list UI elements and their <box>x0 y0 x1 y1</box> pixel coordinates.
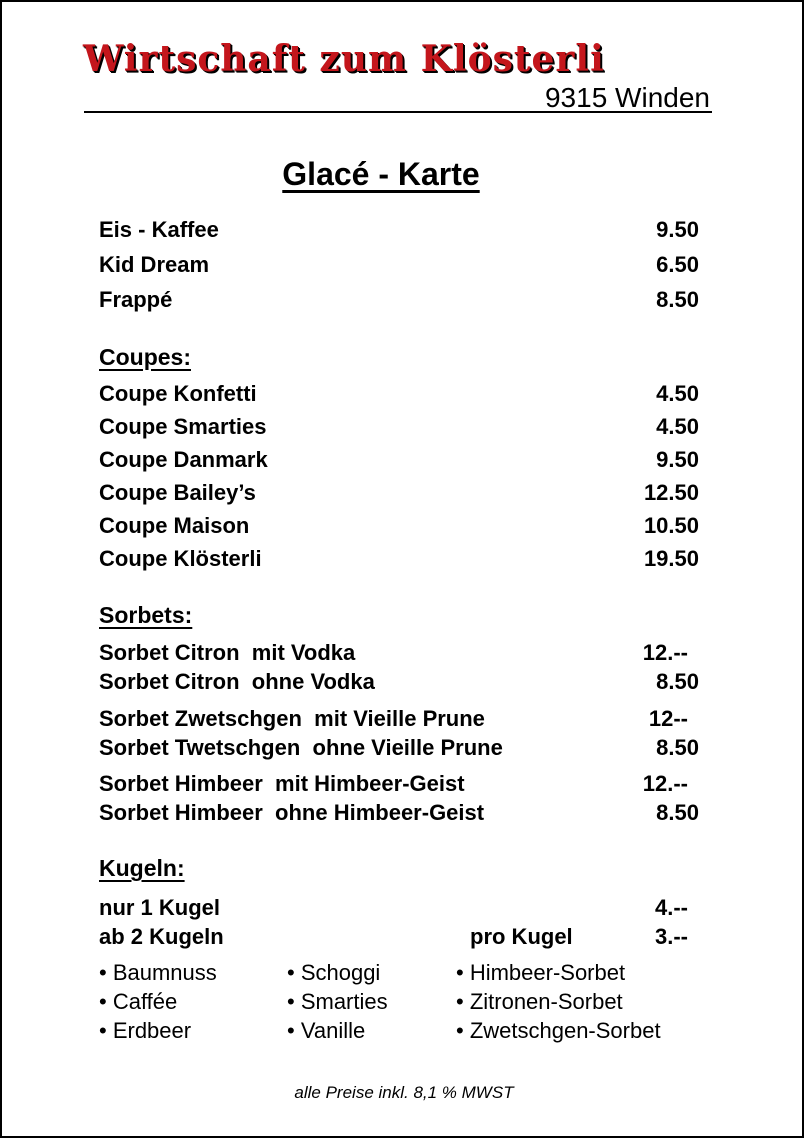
flavor-item: • Schoggi <box>287 960 381 985</box>
menu-item <box>99 544 699 574</box>
item-price: 4.50 <box>656 414 699 439</box>
item-price: 8.50 <box>656 800 699 825</box>
item-name: Frappé <box>99 287 173 312</box>
flavor-item: • Caffée <box>99 989 178 1014</box>
menu-item <box>99 893 699 923</box>
flavor-item: • Himbeer-Sorbet <box>456 960 626 985</box>
flavor-item: • Baumnuss <box>99 960 217 985</box>
item-price: 12-- <box>648 706 688 731</box>
item-name: Sorbet Twetschgen ohne Vieille Prune <box>99 735 503 760</box>
item-price: 4.-- <box>655 895 688 920</box>
item-name: nur 1 Kugel <box>99 895 221 920</box>
menu-item <box>99 667 699 697</box>
item-price: 9.50 <box>656 217 699 242</box>
header-divider <box>84 111 712 113</box>
tax-note: alle Preise inkl. 8,1 % MWST <box>294 1083 514 1102</box>
flavor-column <box>287 958 388 1045</box>
flavor-item: • Smarties <box>287 989 388 1014</box>
menu-item <box>99 285 699 315</box>
menu-item <box>99 769 699 799</box>
item-name: ab 2 Kugeln <box>99 924 224 949</box>
item-name: Sorbet Citron mit Vodka <box>99 640 356 665</box>
item-price: 8.50 <box>656 287 699 312</box>
restaurant-name: Wirtschaft zum Klösterli <box>83 38 605 80</box>
item-name: Coupe Danmark <box>99 447 268 472</box>
menu-item <box>99 379 699 409</box>
item-name: Sorbet Himbeer ohne Himbeer-Geist <box>99 800 485 825</box>
menu-item <box>99 638 699 668</box>
menu-item <box>99 798 699 828</box>
flavor-item: • Zwetschgen-Sorbet <box>456 1018 661 1043</box>
menu-item <box>99 478 699 508</box>
item-name: Eis - Kaffee <box>99 217 219 242</box>
section-heading-sorbets: Sorbets: <box>99 602 193 628</box>
item-name: Kid Dream <box>99 252 210 277</box>
item-name: Sorbet Zwetschgen mit Vieille Prune <box>99 706 485 731</box>
item-price: 8.50 <box>656 735 699 760</box>
item-price: 10.50 <box>643 513 699 538</box>
flavor-item: • Zitronen-Sorbet <box>456 989 623 1014</box>
item-name: Coupe Bailey’s <box>99 480 256 505</box>
menu-item <box>99 412 699 442</box>
menu-item <box>99 445 699 475</box>
item-price: 12.-- <box>642 771 688 796</box>
flavor-column <box>456 958 661 1045</box>
item-name: Sorbet Himbeer mit Himbeer-Geist <box>99 771 465 796</box>
section-heading-coupes: Coupes: <box>99 344 191 370</box>
item-name: Coupe Smarties <box>99 414 267 439</box>
item-price: 19.50 <box>643 546 699 571</box>
item-price: 6.50 <box>656 252 699 277</box>
item-name: Sorbet Citron ohne Vodka <box>99 669 375 694</box>
flavor-column <box>99 958 217 1045</box>
restaurant-location: 9315 Winden <box>544 82 710 113</box>
menu-title: Glacé - Karte <box>282 156 480 192</box>
item-name: Coupe Konfetti <box>99 381 257 406</box>
item-note: pro Kugel <box>470 924 573 949</box>
menu-item <box>99 733 699 763</box>
item-price: 12.-- <box>642 640 688 665</box>
menu-item <box>99 250 699 280</box>
flavor-item: • Erdbeer <box>99 1018 192 1043</box>
item-price: 3.-- <box>655 924 688 949</box>
flavor-item: • Vanille <box>287 1018 366 1043</box>
item-price: 8.50 <box>656 669 699 694</box>
item-name: Coupe Klösterli <box>99 546 262 571</box>
menu-item <box>99 922 699 952</box>
item-price: 12.50 <box>643 480 699 505</box>
menu-item <box>99 704 699 734</box>
menu-item <box>99 215 699 245</box>
section-heading-kugeln: Kugeln: <box>99 855 185 881</box>
menu-item <box>99 511 699 541</box>
item-price: 4.50 <box>656 381 699 406</box>
item-price: 9.50 <box>656 447 699 472</box>
item-name: Coupe Maison <box>99 513 250 538</box>
